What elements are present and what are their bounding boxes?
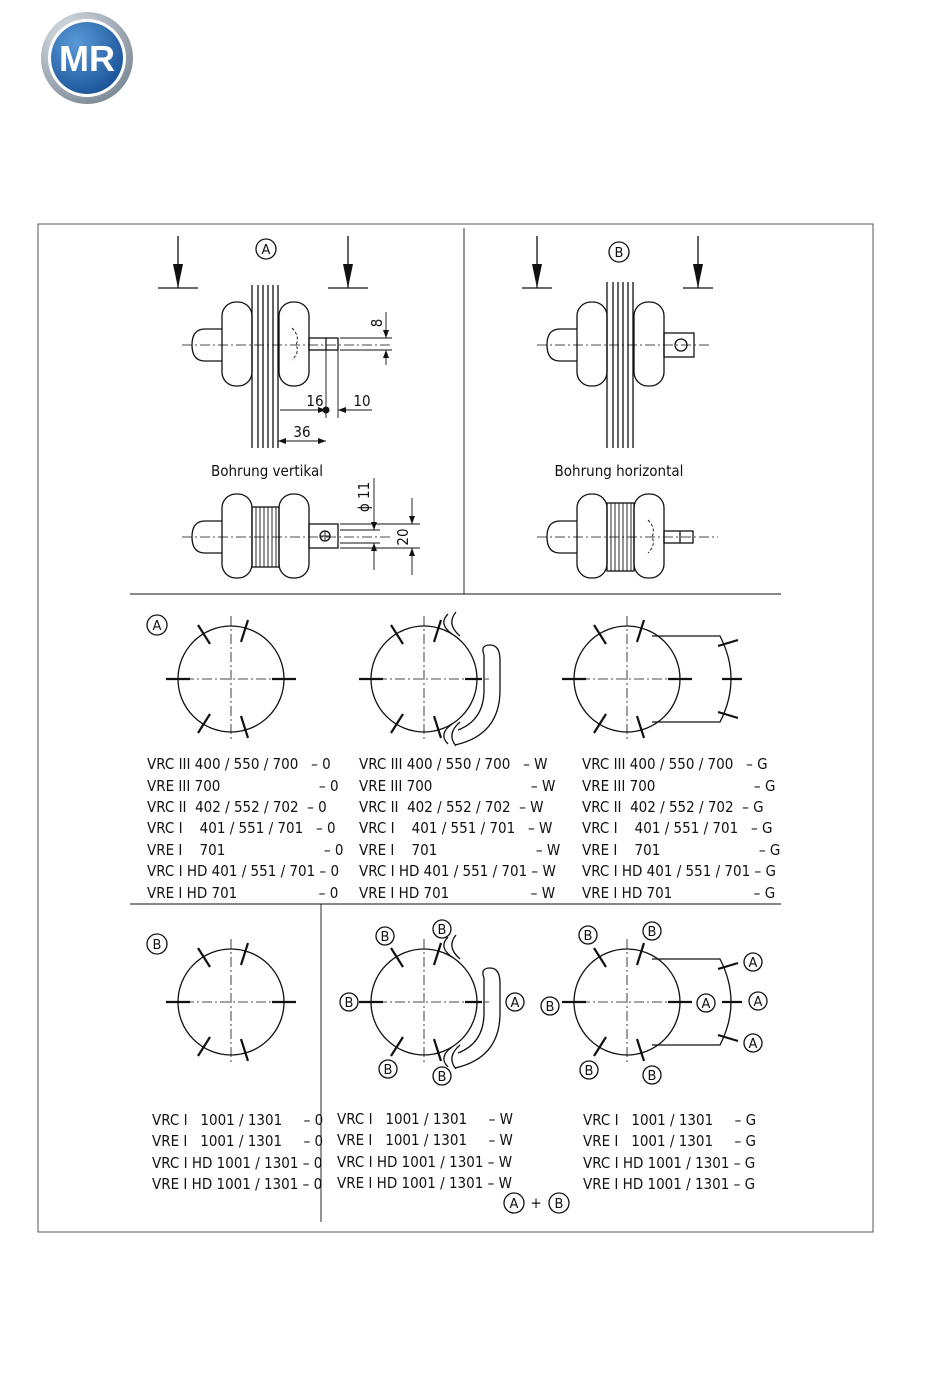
b-col1-row: VRC I 1001 / 1301 – W — [337, 1110, 513, 1128]
marker-b: B — [383, 1063, 393, 1078]
a-col2-row: VRC III 400 / 550 / 700 – G — [582, 755, 768, 773]
a-col2-row: VRC I HD 401 / 551 / 701 – G — [582, 862, 776, 880]
dim-phi-11: ϕ 11 — [355, 481, 373, 513]
caption-vertical: Bohrung vertikal — [210, 462, 324, 480]
marker-a: A — [748, 956, 758, 971]
a-col1-row: VRE I HD 701 – W — [359, 884, 556, 902]
dim-20: 20 — [394, 528, 412, 546]
section-b-label: B — [152, 938, 162, 953]
marker-b: B — [437, 1070, 447, 1085]
a-col0-row: VRC II 402 / 552 / 702 – 0 — [147, 798, 327, 816]
marker-b: B — [344, 996, 354, 1011]
view-a-drawing — [158, 236, 420, 578]
dim-16: 16 — [306, 392, 324, 410]
a-col2-row: VRE III 700 – G — [582, 777, 776, 795]
a-col1-row: VRE III 700 – W — [359, 777, 556, 795]
a-col0-row: VRE III 700 – 0 — [147, 777, 339, 795]
legend-a-plus-b — [504, 1193, 569, 1213]
caption-horizontal: Bohrung horizontal — [554, 462, 684, 480]
marker-b: B — [583, 929, 593, 944]
a-col2-row: VRC II 402 / 552 / 702 – G — [582, 798, 764, 816]
b-col0-list — [152, 1111, 323, 1193]
a-variant-w-symbol — [359, 612, 500, 746]
a-col0-row: VRC III 400 / 550 / 700 – 0 — [147, 755, 331, 773]
b-col2-row: VRE I 1001 / 1301 – G — [583, 1132, 756, 1150]
a-col0-row: VRC I HD 401 / 551 / 701 – 0 — [147, 862, 340, 880]
b-col2-row: VRE I HD 1001 / 1301 – G — [583, 1175, 756, 1193]
marker-b: B — [647, 1069, 657, 1084]
dim-10: 10 — [353, 392, 371, 410]
b-col0-row: VRC I HD 1001 / 1301 – 0 — [152, 1154, 323, 1172]
section-b-label-marker — [147, 934, 167, 954]
b-col1-row: VRC I HD 1001 / 1301 – W — [337, 1153, 513, 1171]
section-a-label: A — [152, 619, 162, 634]
legend-plus: + — [530, 1194, 542, 1212]
a-col0-list — [147, 755, 343, 902]
marker-a: A — [748, 1037, 758, 1052]
marker-a: A — [510, 996, 520, 1011]
legend-a: A — [509, 1197, 519, 1212]
marker-b: B — [437, 923, 447, 938]
legend-b: B — [554, 1197, 564, 1212]
logo-text: MR — [59, 38, 115, 79]
b-col2-list — [583, 1111, 756, 1193]
view-a-label: A — [261, 243, 271, 258]
a-col1-row: VRC II 402 / 552 / 702 – W — [359, 798, 544, 816]
a-col1-row: VRE I 701 – W — [359, 841, 561, 859]
b-variant-w-symbol — [359, 935, 500, 1069]
marker-b: B — [584, 1064, 594, 1079]
b-col0-row: VRC I 1001 / 1301 – 0 — [152, 1111, 324, 1129]
a-col0-row: VRE I 701 – 0 — [147, 841, 344, 859]
drawing-frame — [38, 224, 873, 1232]
a-col0-row: VRE I HD 701 – 0 — [147, 884, 339, 902]
a-col2-row: VRC I 401 / 551 / 701 – G — [582, 819, 773, 837]
marker-a: A — [753, 995, 763, 1010]
b-col1-row: VRE I 1001 / 1301 – W — [337, 1131, 513, 1149]
b-col0-row: VRE I HD 1001 / 1301 – 0 — [152, 1175, 323, 1193]
a-variant-0-symbol — [166, 616, 296, 742]
a-col1-list — [359, 755, 560, 902]
marker-b: B — [380, 930, 390, 945]
section-a-label-marker — [147, 615, 167, 635]
dim-36: 36 — [293, 423, 311, 441]
a-col2-row: VRE I HD 701 – G — [582, 884, 776, 902]
marker-a: A — [701, 997, 711, 1012]
view-b-drawing — [522, 236, 718, 578]
dim-8: 8 — [368, 318, 386, 328]
b-variant-0-symbol — [166, 939, 296, 1065]
a-variant-g-symbol — [562, 616, 742, 742]
a-col1-row: VRC III 400 / 550 / 700 – W — [359, 755, 548, 773]
view-b-label: B — [614, 246, 624, 261]
a-col0-row: VRC I 401 / 551 / 701 – 0 — [147, 819, 336, 837]
b-col1-row: VRE I HD 1001 / 1301 – W — [337, 1174, 512, 1192]
b-col0-row: VRE I 1001 / 1301 – 0 — [152, 1132, 324, 1150]
a-col2-row: VRE I 701 – G — [582, 841, 781, 859]
a-col1-row: VRC I HD 401 / 551 / 701 – W — [359, 862, 556, 880]
a-col2-list — [582, 755, 780, 902]
marker-b: B — [545, 1000, 555, 1015]
b-col2-row: VRC I 1001 / 1301 – G — [583, 1111, 757, 1129]
b-col1-list — [337, 1110, 513, 1192]
marker-b: B — [647, 925, 657, 940]
a-col1-row: VRC I 401 / 551 / 701 – W — [359, 819, 553, 837]
b-col2-row: VRC I HD 1001 / 1301 – G — [583, 1154, 756, 1172]
